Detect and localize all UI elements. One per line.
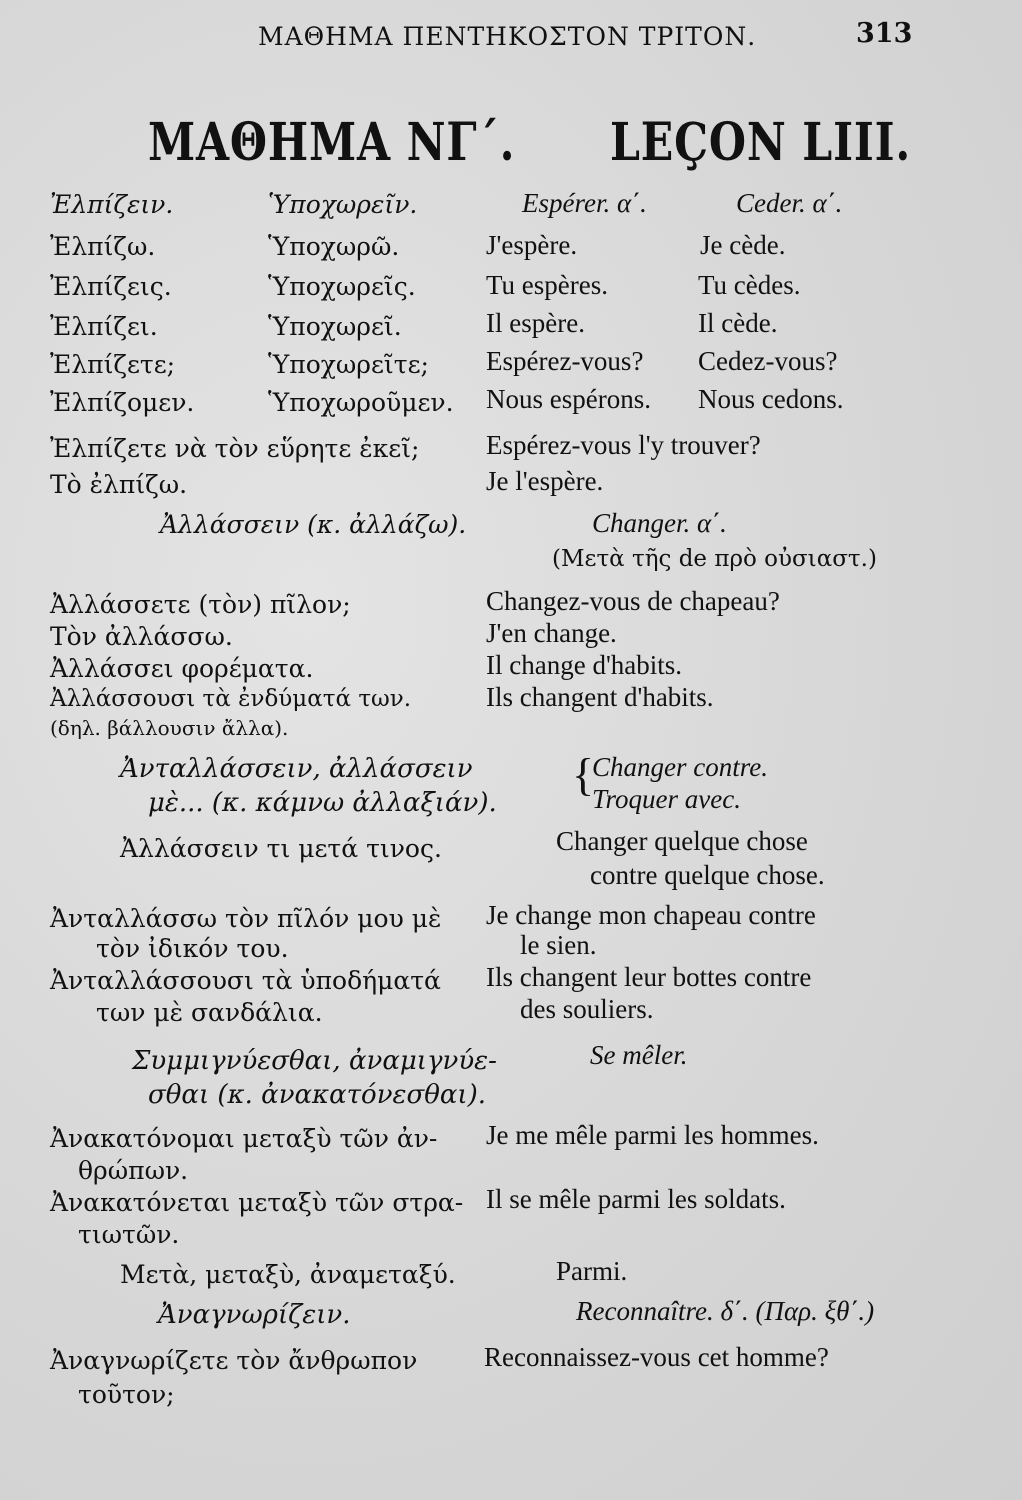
greek-line: Ἀλλάσσειν τι μετά τινος. — [120, 834, 442, 863]
conj-greek-2: Ὑποχωρεῖτε; — [268, 350, 429, 379]
conj-french-2: Je cède. — [700, 230, 786, 260]
conj-french-2: Il cède. — [698, 308, 778, 338]
greek-line: Μετὰ, μεταξὺ, ἀναμεταξύ. — [120, 1260, 456, 1289]
conj-greek-1: Ἐλπίζει. — [50, 312, 158, 341]
verb-head-reconnaitre: Reconnaître. δ΄. (Παρ. ξθ΄.) — [576, 1296, 875, 1326]
greek-line: των μὲ σανδάλια. — [96, 998, 323, 1027]
verb-head-anagnorizein: Ἀναγνωρίζειν. — [158, 1300, 351, 1330]
conj-greek-2: Ὑποχωρεῖ. — [268, 312, 402, 341]
greek-line: Ἀνακατόνεται μεταξὺ τῶν στρα- — [50, 1188, 464, 1217]
verb-head-troquer: Troquer avec. — [592, 784, 741, 814]
greek-line: (δηλ. βάλλουσιν ἄλλα). — [50, 716, 289, 740]
running-head: ΜΑΘΗΜΑ ΠΕΝΤΗΚΟΣΤΟΝ ΤΡΙΤΟΝ. — [258, 22, 757, 51]
greek-line: Ἀνακατόνομαι μεταξὺ τῶν ἀν- — [50, 1124, 438, 1153]
conj-french-1: Tu espères. — [486, 270, 609, 300]
greek-line: Ἀνταλλάσσω τὸν πῖλόν μου μὲ — [50, 904, 442, 933]
verb-head-changer: Changer. α΄. — [592, 508, 727, 538]
verb-head-elpizein: Ἐλπίζειν. — [50, 190, 174, 219]
conj-french-2: Tu cèdes. — [698, 270, 801, 300]
conj-french-2: Cedez-vous? — [698, 346, 838, 376]
greek-line: Ἀνταλλάσσουσι τὰ ὑποδήματά — [50, 966, 441, 995]
conj-greek-1: Ἐλπίζεις. — [50, 272, 172, 301]
verb-head-esperer: Espérer. α΄. — [522, 188, 647, 218]
conj-greek-1: Ἐλπίζω. — [50, 232, 156, 261]
lesson-title-greek: ΜΑΘΗΜΑ ΝΓ΄. — [148, 112, 516, 173]
verb-head-symmignysthai: Συμμιγνύεσθαι, ἀναμιγνύε- — [132, 1046, 497, 1076]
conj-greek-2: Ὑποχωρῶ. — [268, 232, 400, 261]
french-line: Je l'espère. — [486, 466, 604, 496]
verb-head-symmignysthai: σθαι (κ. ἀνακατόνεσθαι). — [148, 1080, 487, 1110]
french-line: des souliers. — [520, 994, 654, 1024]
conj-greek-1: Ἐλπίζετε; — [50, 350, 176, 379]
greek-line: Ἀλλάσσετε (τὸν) πῖλον; — [50, 590, 351, 619]
french-line: contre quelque chose. — [590, 860, 825, 890]
greek-line: Ἐλπίζετε νὰ τὸν εὕρητε ἐκεῖ; — [50, 434, 420, 463]
greek-line: τοῦτον; — [78, 1380, 175, 1409]
french-line: Parmi. — [556, 1256, 628, 1286]
french-line: Espérez-vous l'y trouver? — [486, 430, 761, 460]
brace-glyph: { — [572, 749, 595, 800]
french-line: Je change mon chapeau contre — [486, 900, 816, 930]
verb-head-changer-contre: Changer contre. — [592, 752, 768, 782]
greek-line: τὸν ἰδικόν του. — [96, 934, 289, 963]
conj-french-2: Nous cedons. — [698, 384, 844, 414]
lesson-title-french: LEÇON LIII. — [610, 112, 912, 173]
verb-head-antallassein: Ἀνταλλάσσειν, ἀλλάσσειν — [120, 754, 473, 784]
french-line: Je me mêle parmi les hommes. — [486, 1120, 819, 1150]
greek-line: Ἀλλάσσει φορέματα. — [50, 654, 314, 683]
french-line: Ils changent d'habits. — [486, 682, 714, 712]
conj-greek-2: Ὑποχωροῦμεν. — [268, 388, 454, 417]
conj-french-1: Il espère. — [486, 308, 585, 338]
french-line: Changez-vous de chapeau? — [486, 586, 780, 616]
verb-head-se-meler: Se mêler. — [590, 1040, 688, 1070]
greek-line: Τὸν ἀλλάσσω. — [50, 622, 233, 651]
greek-line: τιωτῶν. — [78, 1220, 180, 1249]
verb-head-antallassein: μὲ... (κ. κάμνω ἀλλαξιάν). — [148, 788, 497, 818]
conj-french-1: J'espère. — [486, 230, 578, 260]
conj-greek-2: Ὑποχωρεῖς. — [268, 272, 416, 301]
french-line: J'en change. — [486, 618, 617, 648]
french-line: Il se mêle parmi les soldats. — [486, 1184, 786, 1214]
french-line: Ils changent leur bottes contre — [486, 962, 812, 992]
french-line: Changer quelque chose — [556, 826, 808, 856]
french-line: le sien. — [520, 930, 597, 960]
verb-head-hypochorein: Ὑποχωρεῖν. — [268, 190, 418, 219]
greek-line: Ἀλλάσσουσι τὰ ἐνδύματά των. — [50, 686, 412, 712]
page-number: 313 — [856, 18, 913, 49]
greek-line: θρώπων. — [78, 1156, 189, 1185]
greek-line: Ἀναγνωρίζετε τὸν ἄνθρωπον — [50, 1346, 418, 1375]
conj-greek-1: Ἐλπίζομεν. — [50, 388, 195, 417]
conj-french-1: Nous espérons. — [486, 384, 651, 414]
conj-french-1: Espérez-vous? — [486, 346, 644, 376]
greek-line: Τὸ ἐλπίζω. — [50, 470, 188, 499]
grammar-note: (Μετὰ τῆς de πρὸ οὐσιαστ.) — [552, 546, 877, 572]
french-line: Reconnaissez-vous cet homme? — [484, 1342, 829, 1372]
verb-head-ceder: Ceder. α΄. — [736, 188, 843, 218]
french-line: Il change d'habits. — [486, 650, 683, 680]
verb-head-allassein: Ἀλλάσσειν (κ. ἀλλάζω). — [160, 510, 467, 539]
